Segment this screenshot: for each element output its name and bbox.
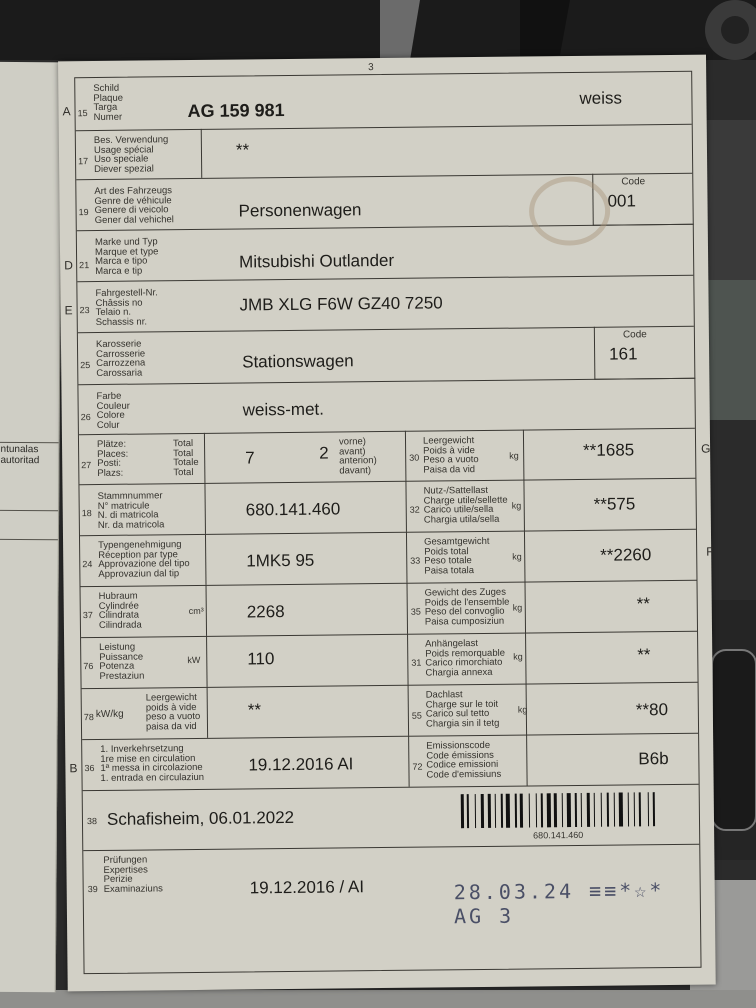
field-label: Art des Fahrzeugs Genre de véhicule Genere di veicolo Gener dal vehichel <box>94 185 174 226</box>
field-number: 18 <box>81 508 92 519</box>
barcode-bar <box>593 793 595 827</box>
vehicle-registration-document <box>58 55 716 992</box>
divider <box>0 510 58 512</box>
section-letter: F <box>706 544 714 559</box>
unit-kg: kg <box>513 651 523 662</box>
row-type-approval <box>80 529 714 587</box>
divider <box>523 430 525 480</box>
barcode-bar <box>587 793 590 827</box>
unit-kg: kg <box>509 450 519 461</box>
trailer-load-value: ** <box>637 645 651 665</box>
train-weight-value: ** <box>636 594 651 614</box>
divider <box>206 636 208 687</box>
divider <box>526 735 528 786</box>
field-number: 25 <box>80 360 91 371</box>
barcode-bar <box>634 792 636 826</box>
barcode-bar <box>554 793 557 827</box>
row-plate <box>62 72 692 131</box>
divider <box>408 685 410 736</box>
color-value: weiss-met. <box>242 399 325 420</box>
field-label: Farbe Couleur Colore Colur <box>96 390 130 431</box>
chassis-value: JMB XLG F6W GZ40 7250 <box>239 293 443 315</box>
divider <box>206 585 208 636</box>
divider <box>406 583 408 634</box>
barcode-bar <box>562 793 564 827</box>
barcode-bar <box>574 793 577 827</box>
barcode-bar <box>515 794 517 828</box>
emission-code-value: B6b <box>638 749 669 769</box>
field-label: Leistung Puissance Potenza Prestaziun <box>99 641 145 682</box>
row-body <box>78 326 695 385</box>
barcode-bar <box>529 793 531 827</box>
field-label: Bes. Verwendung Usage spécial Uso speciale Diever spezial <box>93 134 169 175</box>
section-letter: G <box>701 441 711 456</box>
barcode-bar <box>501 794 503 828</box>
unit-kg: kg <box>511 500 522 511</box>
barcode-bar <box>581 793 583 827</box>
field-label: Typengenehmigung Réception par type Approvazione del tipo Approvaziun dal tip <box>98 539 190 580</box>
field-label: Dachlast Charge sur le toit Carico sul tetto Chargia sin il tetg <box>425 689 500 730</box>
special-use-value: ** <box>235 140 250 160</box>
type-approval-value: 1MK5 95 <box>246 550 315 571</box>
divider <box>201 129 203 178</box>
field-number: 33 <box>410 555 421 566</box>
inspection-stamp: 28.03.24 ≡≡*☆* AG 3 <box>453 878 665 929</box>
divider <box>405 431 407 481</box>
barcode-bar <box>613 793 615 827</box>
barcode-bar <box>487 794 491 828</box>
unit-kw: kW <box>187 654 201 666</box>
row-master-number <box>79 478 696 536</box>
divider <box>524 582 526 633</box>
total-labels: Total Total Totale Total <box>172 437 199 478</box>
row-chassis <box>64 275 694 333</box>
field-label: Stammnummer N° matricule N. di matricola Nr. da matricola <box>97 490 165 531</box>
empty-weight-value: **1685 <box>583 440 635 460</box>
adjacent-page <box>0 62 62 993</box>
section-letter: D <box>64 258 73 273</box>
barcode-bar <box>627 792 629 826</box>
field-number: 23 <box>79 305 90 316</box>
plate-color: weiss <box>579 88 623 108</box>
unit-kw-kg: kW/kg <box>95 708 124 721</box>
field-label: 1. Inverkehrsetzung 1re mise en circulation 1ª messa in circolazione 1. entrada en circulaziun <box>100 743 205 784</box>
field-number: 30 <box>409 452 420 463</box>
divider <box>405 481 407 532</box>
field-number: 19 <box>78 207 89 218</box>
field-label: Schild Plaque Targa Numer <box>93 82 124 123</box>
field-number: 39 <box>87 884 98 895</box>
divider <box>204 433 206 483</box>
issue-place-date: Schafisheim, 06.01.2022 <box>106 807 295 829</box>
row-displacement <box>81 580 698 638</box>
plate-number: AG 159 981 <box>187 100 285 122</box>
field-label: Karosserie Carrosserie Carrozzena Carossaria <box>95 338 146 379</box>
divider <box>523 480 525 531</box>
make-value: Mitsubishi Outlander <box>239 250 395 272</box>
page-number: 3 <box>368 62 374 74</box>
barcode-bar <box>618 793 622 827</box>
unit-cm3: cm³ <box>188 605 204 617</box>
field-label: Gesamtgewicht Poids total Peso totale Paisa totala <box>424 535 490 577</box>
field-label: Nutz-/Sattellast Charge utile/sellette Carico utile/sella Chargia utila/sella <box>423 484 508 526</box>
power-weight-value: ** <box>247 700 262 720</box>
divider <box>204 483 206 534</box>
code-label: Code <box>622 329 647 341</box>
body-value: Stationswagen <box>242 351 354 372</box>
barcode-number: 680.141.460 <box>533 829 584 841</box>
field-label: Gewicht des Zuges Poids de l'ensemble Peso del convoglio Paisa cumposiziun <box>424 586 510 628</box>
barcode-bar <box>475 794 477 828</box>
field-number: 36 <box>84 763 95 774</box>
field-label: Emissionscode Code émissions Codice emissioni Code d'emissiuns <box>426 739 502 781</box>
vehicle-type-code: 001 <box>607 191 636 211</box>
displacement-value: 2268 <box>246 602 285 622</box>
divider <box>407 634 409 685</box>
stain <box>519 166 620 257</box>
barcode-bar <box>535 793 537 827</box>
adjacent-page-text: autoritad <box>0 454 40 467</box>
row-seats <box>79 428 711 485</box>
barcode-bar <box>607 793 609 827</box>
field-number: 17 <box>78 156 89 167</box>
payload-value: **575 <box>593 494 636 514</box>
field-label: Leergewicht poids à vide peso a vuoto paisa da vid <box>145 691 201 733</box>
unit-kg: kg <box>512 551 522 562</box>
divider <box>408 736 410 787</box>
barcode-bar <box>639 792 642 826</box>
field-label: Fahrgestell-Nr. Châssis no Telaio n. Schassis nr. <box>95 287 158 328</box>
section-letter: E <box>64 303 73 318</box>
barcode-bar <box>495 794 497 828</box>
section-letter: A <box>62 104 71 119</box>
field-label: Leergewicht Poids à vide Peso a vuoto Paisa da vid <box>422 435 479 476</box>
field-label: Prüfungen Expertises Perizie Examinaziuns <box>103 854 163 895</box>
barcode-bar <box>648 792 650 826</box>
row-issue <box>83 784 700 851</box>
unit-kg: kg <box>517 704 528 715</box>
divider <box>524 531 526 582</box>
body-code: 161 <box>609 344 638 364</box>
field-label: Plätze: Places: Posti: Plazs: <box>96 438 129 479</box>
seats-total-value: 7 <box>245 448 255 468</box>
field-number: 55 <box>411 710 422 721</box>
field-number: 32 <box>409 504 420 515</box>
field-number: 76 <box>83 661 94 672</box>
inspection-date-value: 19.12.2016 / AI <box>249 877 365 898</box>
barcode-bar <box>506 794 510 828</box>
divider <box>525 633 527 684</box>
adjacent-page-text: ntunalas <box>0 443 39 456</box>
code-box <box>594 326 696 380</box>
field-label: Anhängelast Poids remorquable Carico rimorchiato Chargia annexa <box>425 638 506 679</box>
barcode-bar <box>467 794 469 828</box>
barcode-bar <box>567 793 571 827</box>
total-weight-value: **2260 <box>600 545 652 565</box>
first-registration-value: 19.12.2016 AI <box>248 754 354 775</box>
row-power-weight <box>82 682 699 740</box>
divider <box>207 687 209 738</box>
divider <box>406 532 408 583</box>
field-number: 15 <box>77 108 88 119</box>
field-number: 35 <box>410 606 421 617</box>
field-number: 31 <box>411 657 422 668</box>
front-labels: vorne) avant) anterion) davant) <box>338 436 377 476</box>
barcode-bar <box>520 794 523 828</box>
field-number: 37 <box>82 610 93 621</box>
unit-kg: kg <box>512 602 523 613</box>
row-first-registration <box>69 733 699 791</box>
barcode-bar <box>481 794 484 828</box>
row-power <box>81 631 698 689</box>
barcode-bar <box>653 792 656 826</box>
row-color <box>78 378 695 435</box>
field-number: 24 <box>82 559 93 570</box>
field-number: 78 <box>83 712 94 723</box>
code-label: Code <box>621 176 646 188</box>
barcode-bar <box>547 793 551 827</box>
divider <box>205 534 207 585</box>
divider <box>0 539 58 541</box>
master-number-value: 680.141.460 <box>245 499 341 520</box>
field-number: 21 <box>79 260 90 271</box>
power-value: 110 <box>247 649 275 669</box>
row-inspections <box>83 844 700 929</box>
field-number: 72 <box>412 761 423 772</box>
barcode-bar <box>461 794 464 828</box>
barcode-bar <box>601 793 603 827</box>
field-number: 26 <box>80 412 91 423</box>
section-letter: B <box>69 761 78 776</box>
field-number: 38 <box>86 816 98 827</box>
field-number: 27 <box>81 460 92 471</box>
field-label: Hubraum Cylindrée Cilindrata Cilindrada <box>98 590 142 631</box>
seats-front-value: 2 <box>319 443 329 463</box>
roof-load-value: **80 <box>635 700 669 720</box>
barcode <box>461 792 693 828</box>
vehicle-type-value: Personenwagen <box>238 200 362 221</box>
barcode-bar <box>540 793 543 827</box>
field-label: Marke und Typ Marque et type Marca e tipo Marca e tip <box>94 236 159 277</box>
